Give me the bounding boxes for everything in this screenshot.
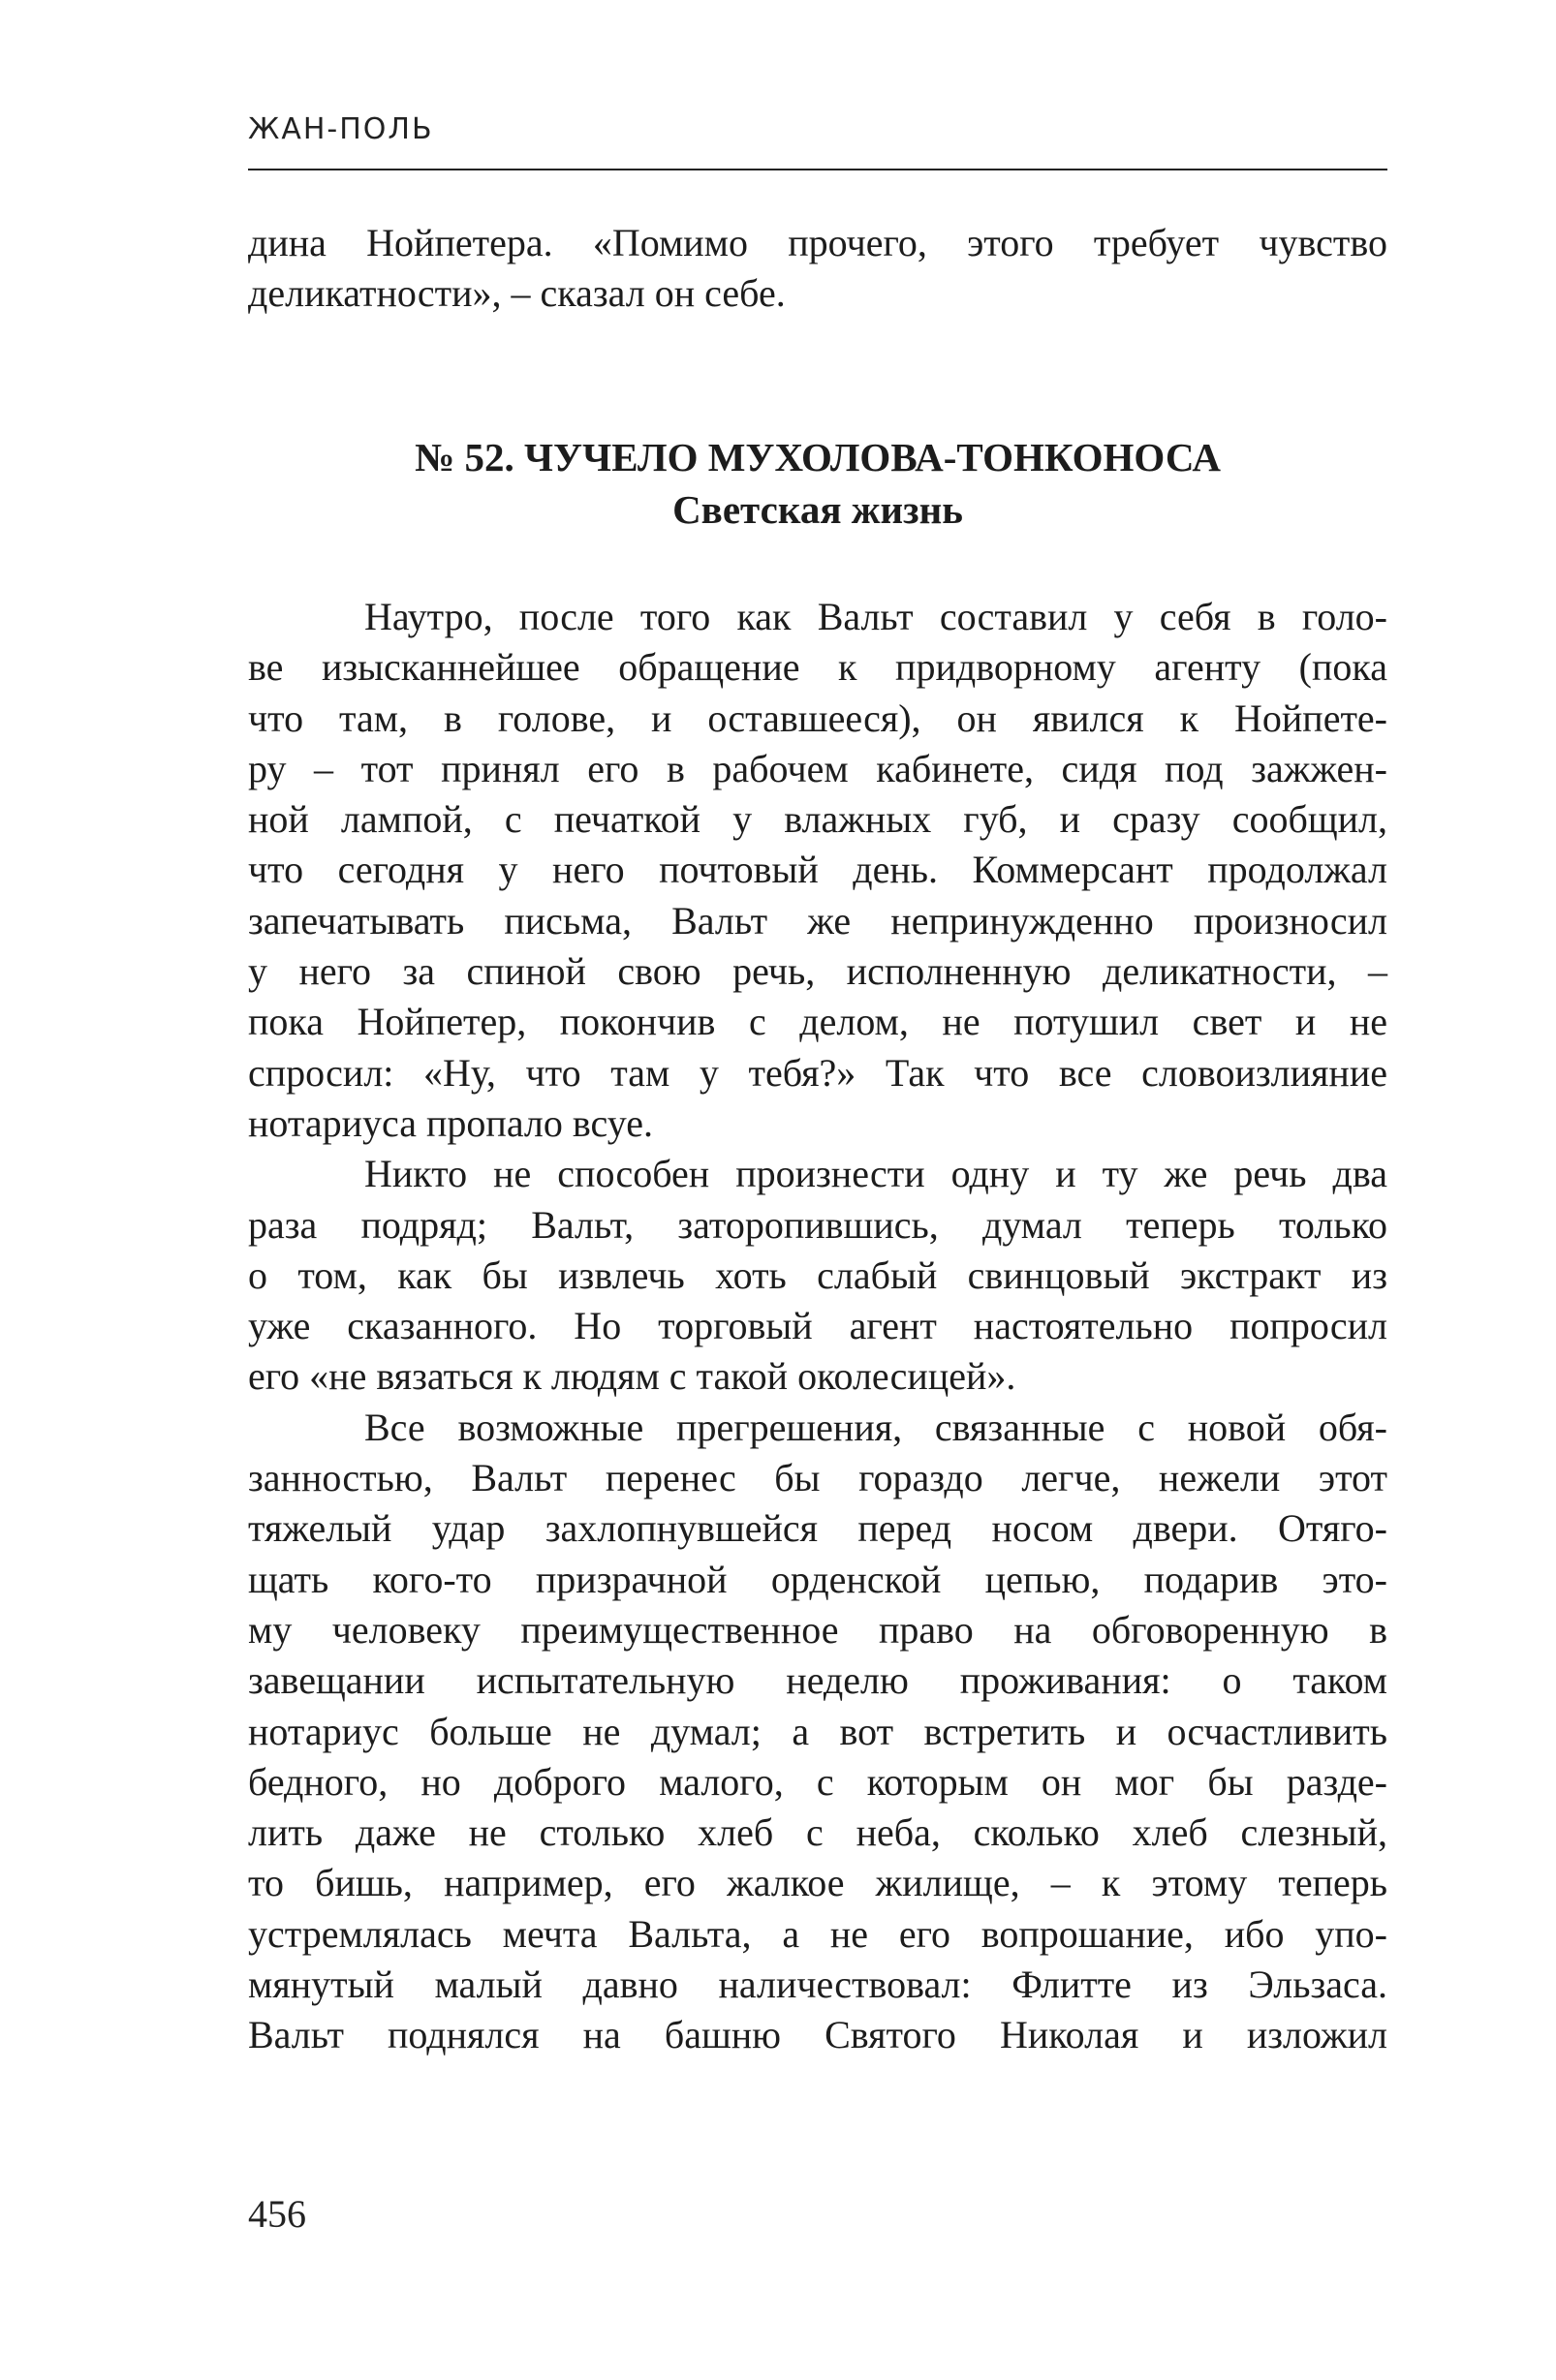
text-line: раза подряд; Вальт, заторопившись, думал теперь только	[248, 1202, 1387, 1247]
text-line: его «не вязаться к людям с такой околесицей».	[248, 1354, 1016, 1399]
text-line: о том, как бы извлечь хоть слабый свинцовый экстракт из	[248, 1252, 1387, 1297]
chapter-title: № 52. ЧУЧЕЛО МУХОЛОВА-ТОНКОНОСА	[415, 435, 1221, 479]
text-line: нотариус больше не думал; а вот встретить и осчастливить	[248, 1709, 1387, 1753]
text-line: занностью, Вальт перенес бы гораздо легче, нежели этот	[248, 1456, 1387, 1500]
paragraph	[248, 592, 1387, 1149]
text-line: щать кого-то призрачной орденской цепью, подарив это-	[248, 1557, 1387, 1601]
chapter-body	[248, 592, 1387, 2061]
chapter-subtitle: Светская жизнь	[672, 487, 963, 532]
text-line: что сегодня у него почтовый день. Коммерсант продолжал	[248, 848, 1387, 892]
text-line: му человеку преимущественное право на обговоренную в	[248, 1607, 1387, 1652]
chapter-heading	[248, 431, 1387, 536]
text-line: пока Нойпетер, покончив с делом, не потушил свет и не	[248, 1000, 1387, 1044]
paragraph	[248, 1149, 1387, 1402]
text-line: ной лампой, с печаткой у влажных губ, и сразу сообщил,	[248, 797, 1387, 842]
text-line: то бишь, например, его жалкое жилище, – к этому теперь	[248, 1861, 1387, 1905]
text-line: Никто не способен произнести одну и ту же речь два	[364, 1152, 1387, 1196]
text-line: ве изысканнейшее обращение к придворному агенту (пока	[248, 645, 1387, 690]
text-line: лить даже не столько хлеб с неба, сколько хлеб слезный,	[248, 1810, 1387, 1855]
paragraph	[248, 1403, 1387, 2061]
text-line: запечатывать письма, Вальт же непринужденно произносил	[248, 898, 1387, 943]
text-line: дина Нойпетера. «Помимо прочего, этого требует чувство	[248, 221, 1387, 264]
text-line: Все возможные прегрешения, связанные с новой обя-	[364, 1405, 1387, 1449]
text-line: бедного, но доброго малого, с которым он мог бы разде-	[248, 1759, 1387, 1804]
text-line: завещании испытательную неделю проживания: о таком	[248, 1658, 1387, 1703]
continuation-text	[248, 218, 1387, 320]
text-line: Наутро, после того как Вальт составил у себя в голо-	[364, 595, 1387, 638]
text-line: Вальт поднялся на башню Святого Николая и изложил	[248, 2013, 1387, 2057]
text-line: ру – тот принял его в рабочем кабинете, сидя под зажжен-	[248, 746, 1387, 790]
text-line: спросил: «Ну, что там у тебя?» Так что все словоизлияние	[248, 1050, 1387, 1095]
running-head: ЖАН-ПОЛЬ	[248, 112, 434, 146]
header-rule	[248, 169, 1387, 170]
text-line: тяжелый удар захлопнувшейся перед носом двери. Отяго-	[248, 1506, 1387, 1551]
text-line: у него за спиной свою речь, исполненную деликатности, –	[248, 949, 1387, 994]
page-number: 456	[248, 2192, 306, 2236]
text-line: деликатности», – сказал он себе.	[248, 271, 786, 316]
text-line: мянутый малый давно наличествовал: Флитте из Эльзаса.	[248, 1963, 1387, 2007]
text-line: что там, в голове, и оставшееся), он явился к Нойпете-	[248, 695, 1387, 740]
text-line: нотариуса пропало всуе.	[248, 1100, 653, 1145]
text-line: устремлялась мечта Вальта, а не его вопрошание, ибо упо-	[248, 1911, 1387, 1956]
text-line: уже сказанного. Но торговый агент настоятельно попросил	[248, 1304, 1387, 1348]
